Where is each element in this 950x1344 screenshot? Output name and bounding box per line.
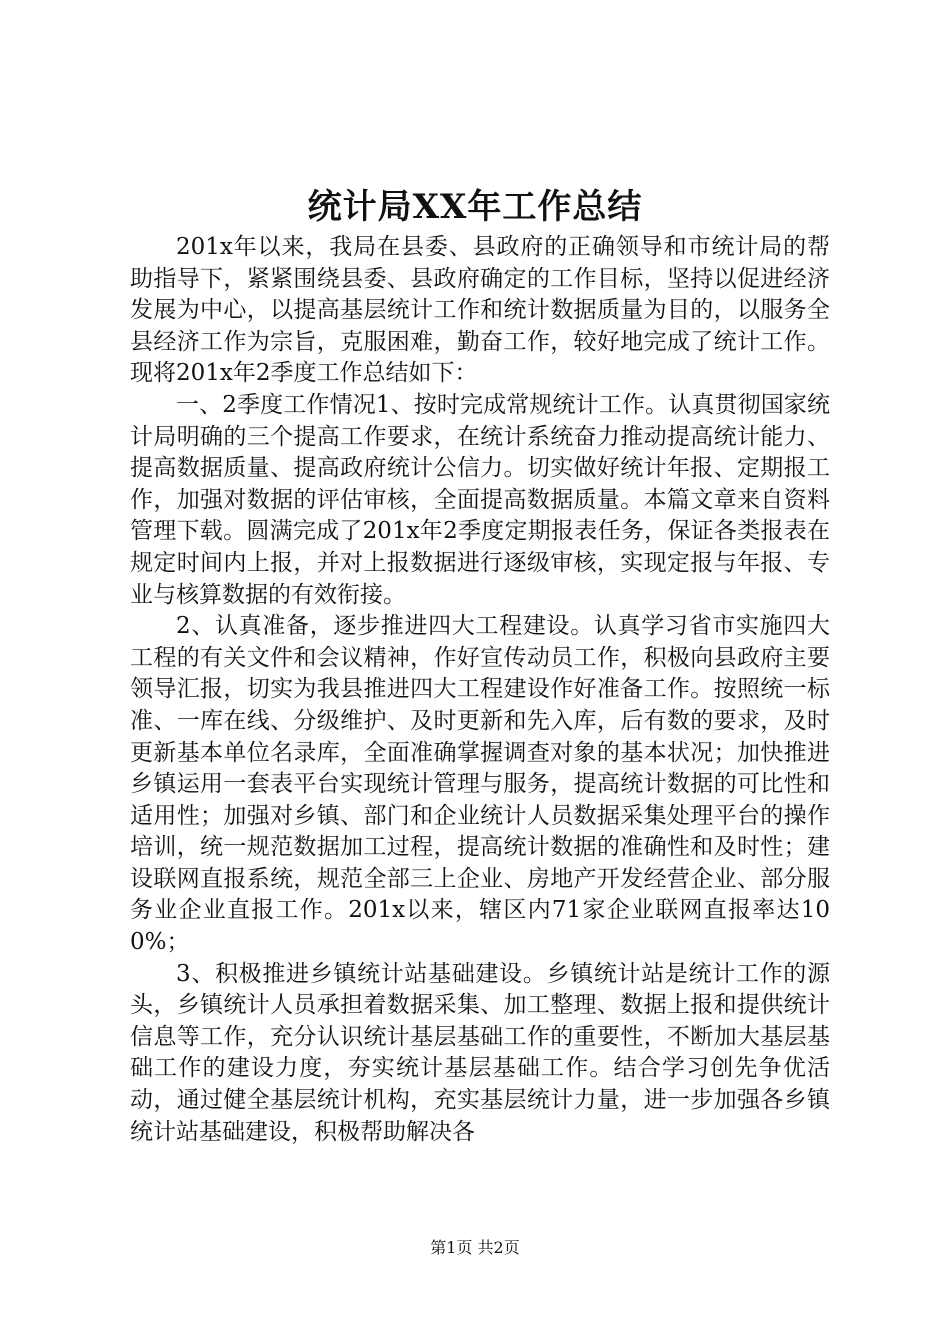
page-number-footer: 第1页 共2页 [430,1238,520,1257]
document-title: 统计局XX年工作总结 [307,187,643,227]
paragraph-section-3: 3、积极推进乡镇统计站基础建设。乡镇统计站是统计工作的源头，乡镇统计人员承担着数据采集、加工整理、数据上报和提供统计信息等工作，充分认识统计基层基础工作的重要性，不断加大基层基础工作的建设力度，夯实统计基层基础工作。结合学习创先争优活动，通过健全基层统计机构，充实基层统计力量，进一步加强各乡镇统计站基础建设，积极帮助解决各 [130,960,830,1145]
paragraph-section-1: 一、2季度工作情况1、按时完成常规统计工作。认真贯彻国家统计局明确的三个提高工作要求，在统计系统奋力推动提高统计能力、提高数据质量、提高政府统计公信力。切实做好统计年报、定期报工作，加强对数据的评估审核，全面提高数据质量。本篇文章来自资料管理下载。圆满完成了201x年2季度定期报表任务，保证各类报表在规定时间内上报，并对上报数据进行逐级审核，实现定报与年报、专业与核算数据的有效衔接。 [130,391,830,608]
paragraph-section-2: 2、认真准备，逐步推进四大工程建设。认真学习省市实施四大工程的有关文件和会议精神，作好宣传动员工作，积极向县政府主要领导汇报，切实为我县推进四大工程建设作好准备工作。按照统一标准、一库在线、分级维护、及时更新和先入库，后有数的要求，及时更新基本单位名录库，全面准确掌握调查对象的基本状况；加快推进乡镇运用一套表平台实现统计管理与服务，提高统计数据的可比性和适用性；加强对乡镇、部门和企业统计人员数据采集处理平台的操作培训，统一规范数据加工过程，提高统计数据的准确性和及时性；建设联网直报系统，规范全部三上企业、房地产开发经营企业、部分服务业企业直报工作。201x以来，辖区内71家企业联网直报率达100%； [130,613,830,956]
paragraph-intro: 201x年以来，我局在县委、县政府的正确领导和市统计局的帮助指导下，紧紧围绕县委、县政府确定的工作目标，坚持以促进经济发展为中心，以提高基层统计工作和统计数据质量为目的，以服务全县经济工作为宗旨，克服困难，勤奋工作，较好地完成了统计工作。现将201x年2季度工作总结如下： [130,234,830,387]
document-body [130,232,830,1148]
